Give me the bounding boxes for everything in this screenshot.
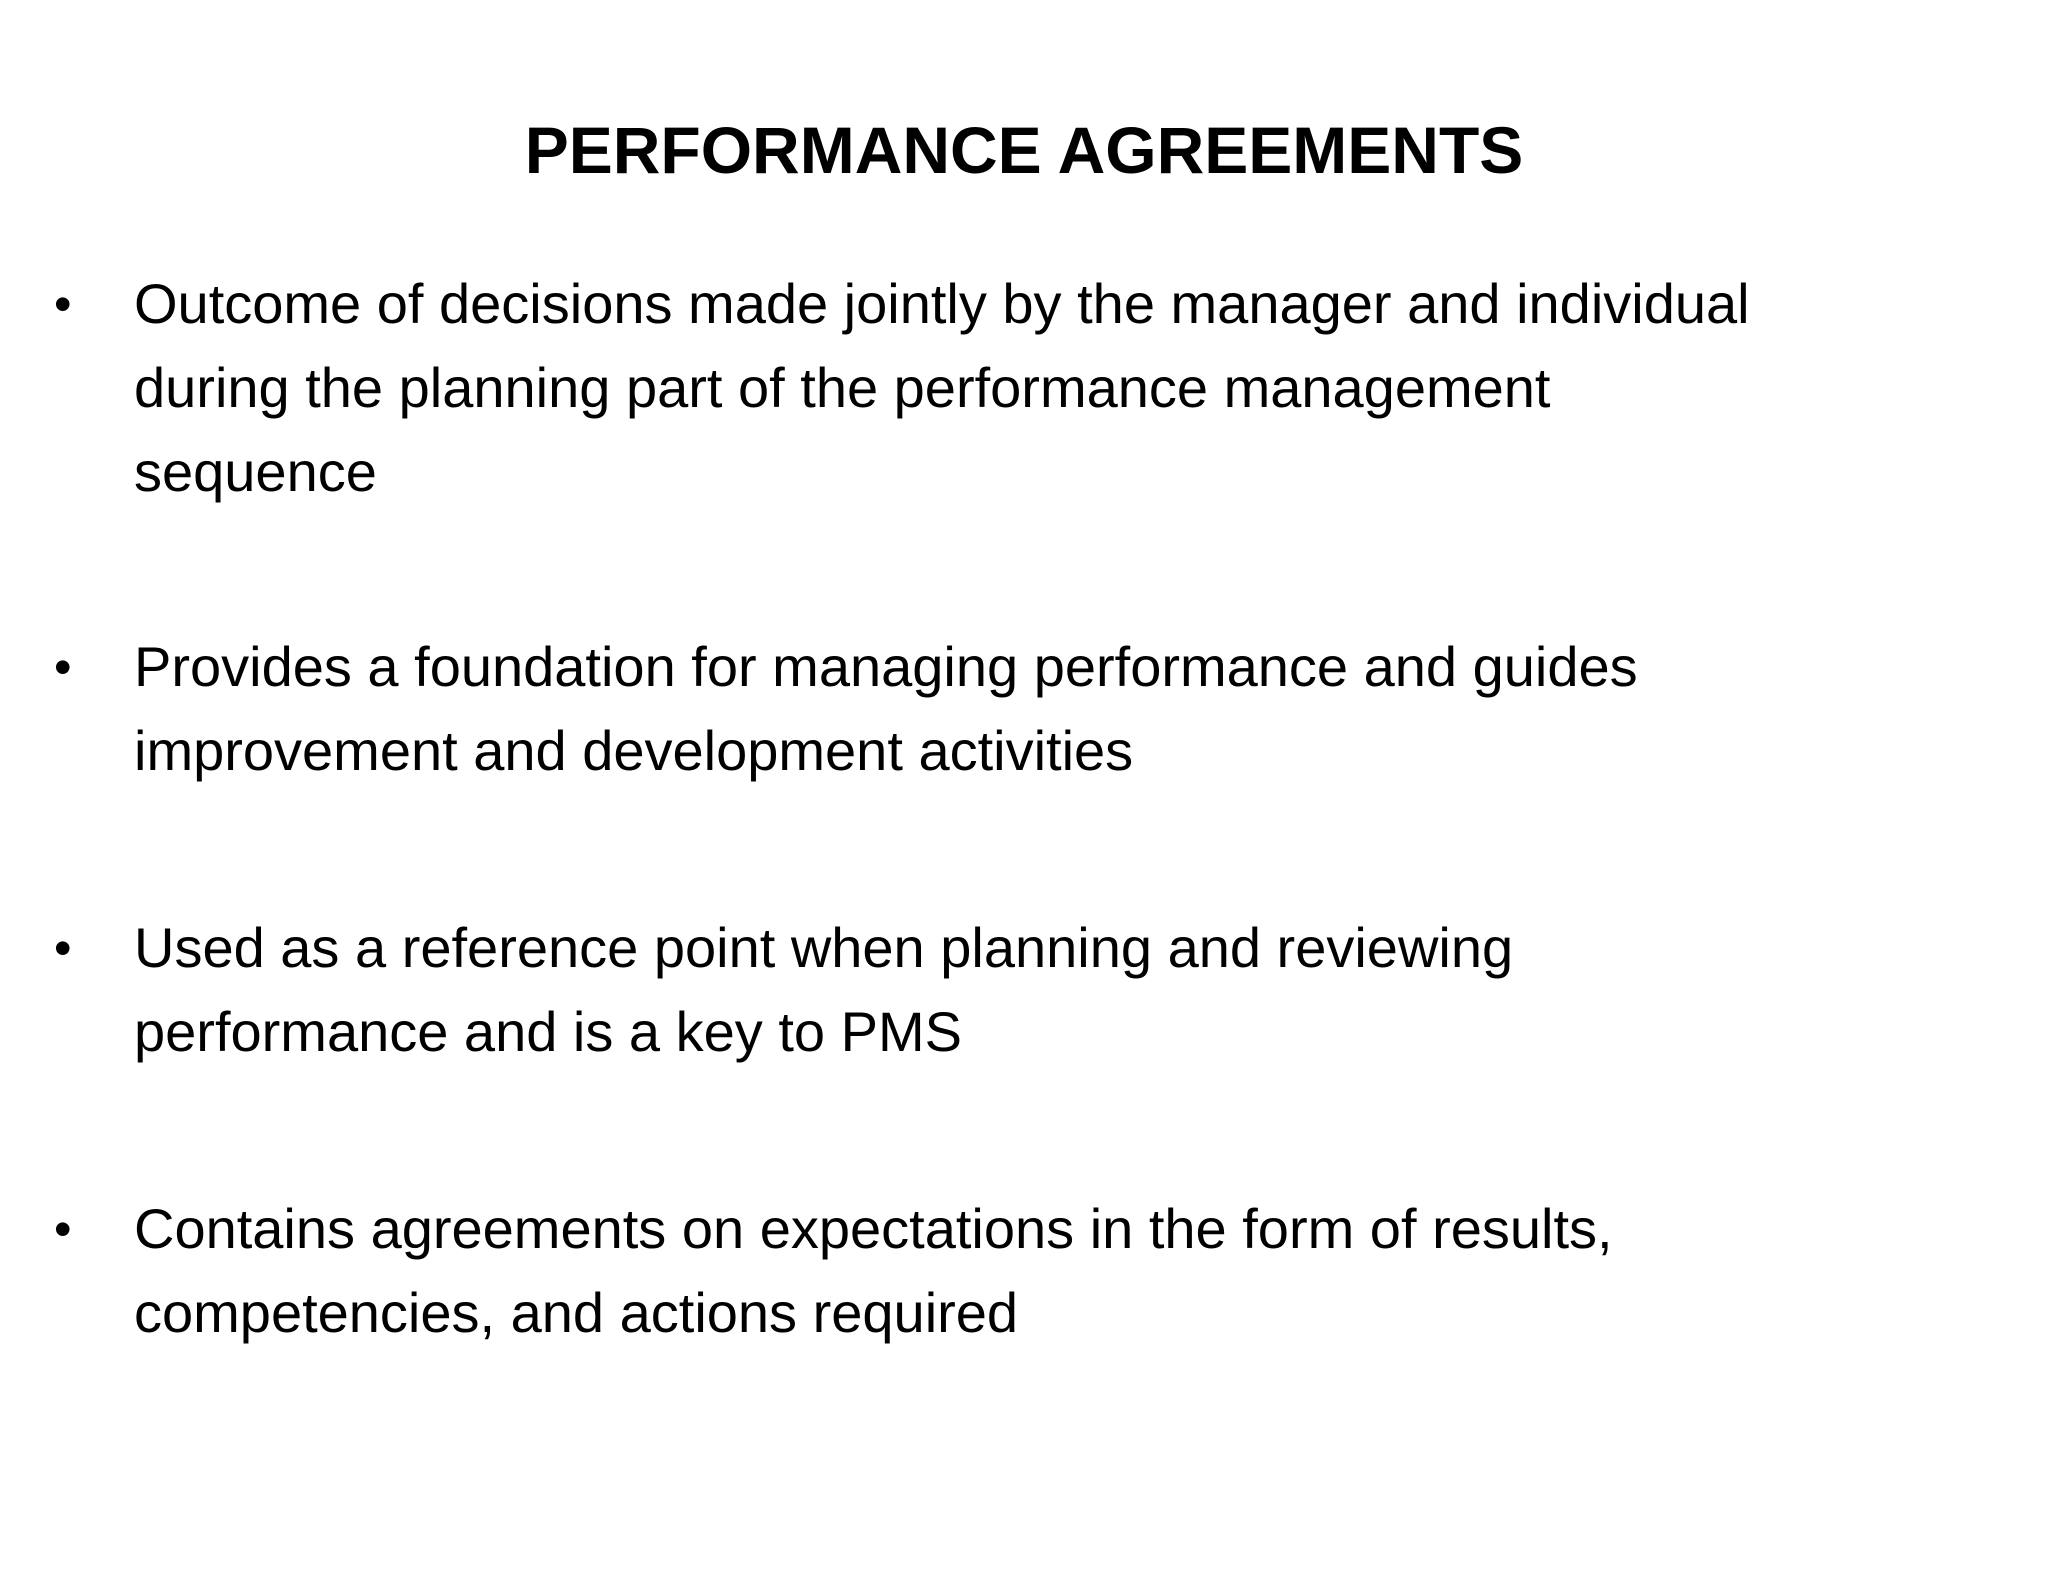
bullet-1-line-3: sequence — [134, 440, 377, 503]
bullet-3-line-2: performance and is a key to PMS — [134, 1000, 962, 1063]
bullet-icon: • — [54, 920, 72, 976]
bullet-1-line-2: during the planning part of the performance management — [134, 356, 1551, 419]
slide-title: PERFORMANCE AGREEMENTS — [524, 113, 1524, 187]
bullet-3-line-1: Used as a reference point when planning and reviewing — [134, 916, 1514, 979]
bullet-2-line-2: improvement and development activities — [134, 719, 1134, 782]
bullet-4-line-2: competencies, and actions required — [134, 1281, 1019, 1344]
bullet-2-line-1: Provides a foundation for managing performance and guides — [134, 635, 1638, 698]
bullet-icon: • — [54, 639, 72, 695]
bullet-4-line-1: Contains agreements on expectations in the form of results, — [134, 1197, 1613, 1260]
bullet-icon: • — [54, 276, 72, 332]
bullet-1-line-1: Outcome of decisions made jointly by the manager and individual — [134, 272, 1750, 335]
bullet-text-1 — [134, 262, 2014, 514]
bullet-icon: • — [54, 1201, 72, 1257]
bullet-text-3 — [134, 906, 2014, 1074]
bullet-text-4 — [134, 1187, 2014, 1355]
bullet-text-2 — [134, 625, 2014, 793]
